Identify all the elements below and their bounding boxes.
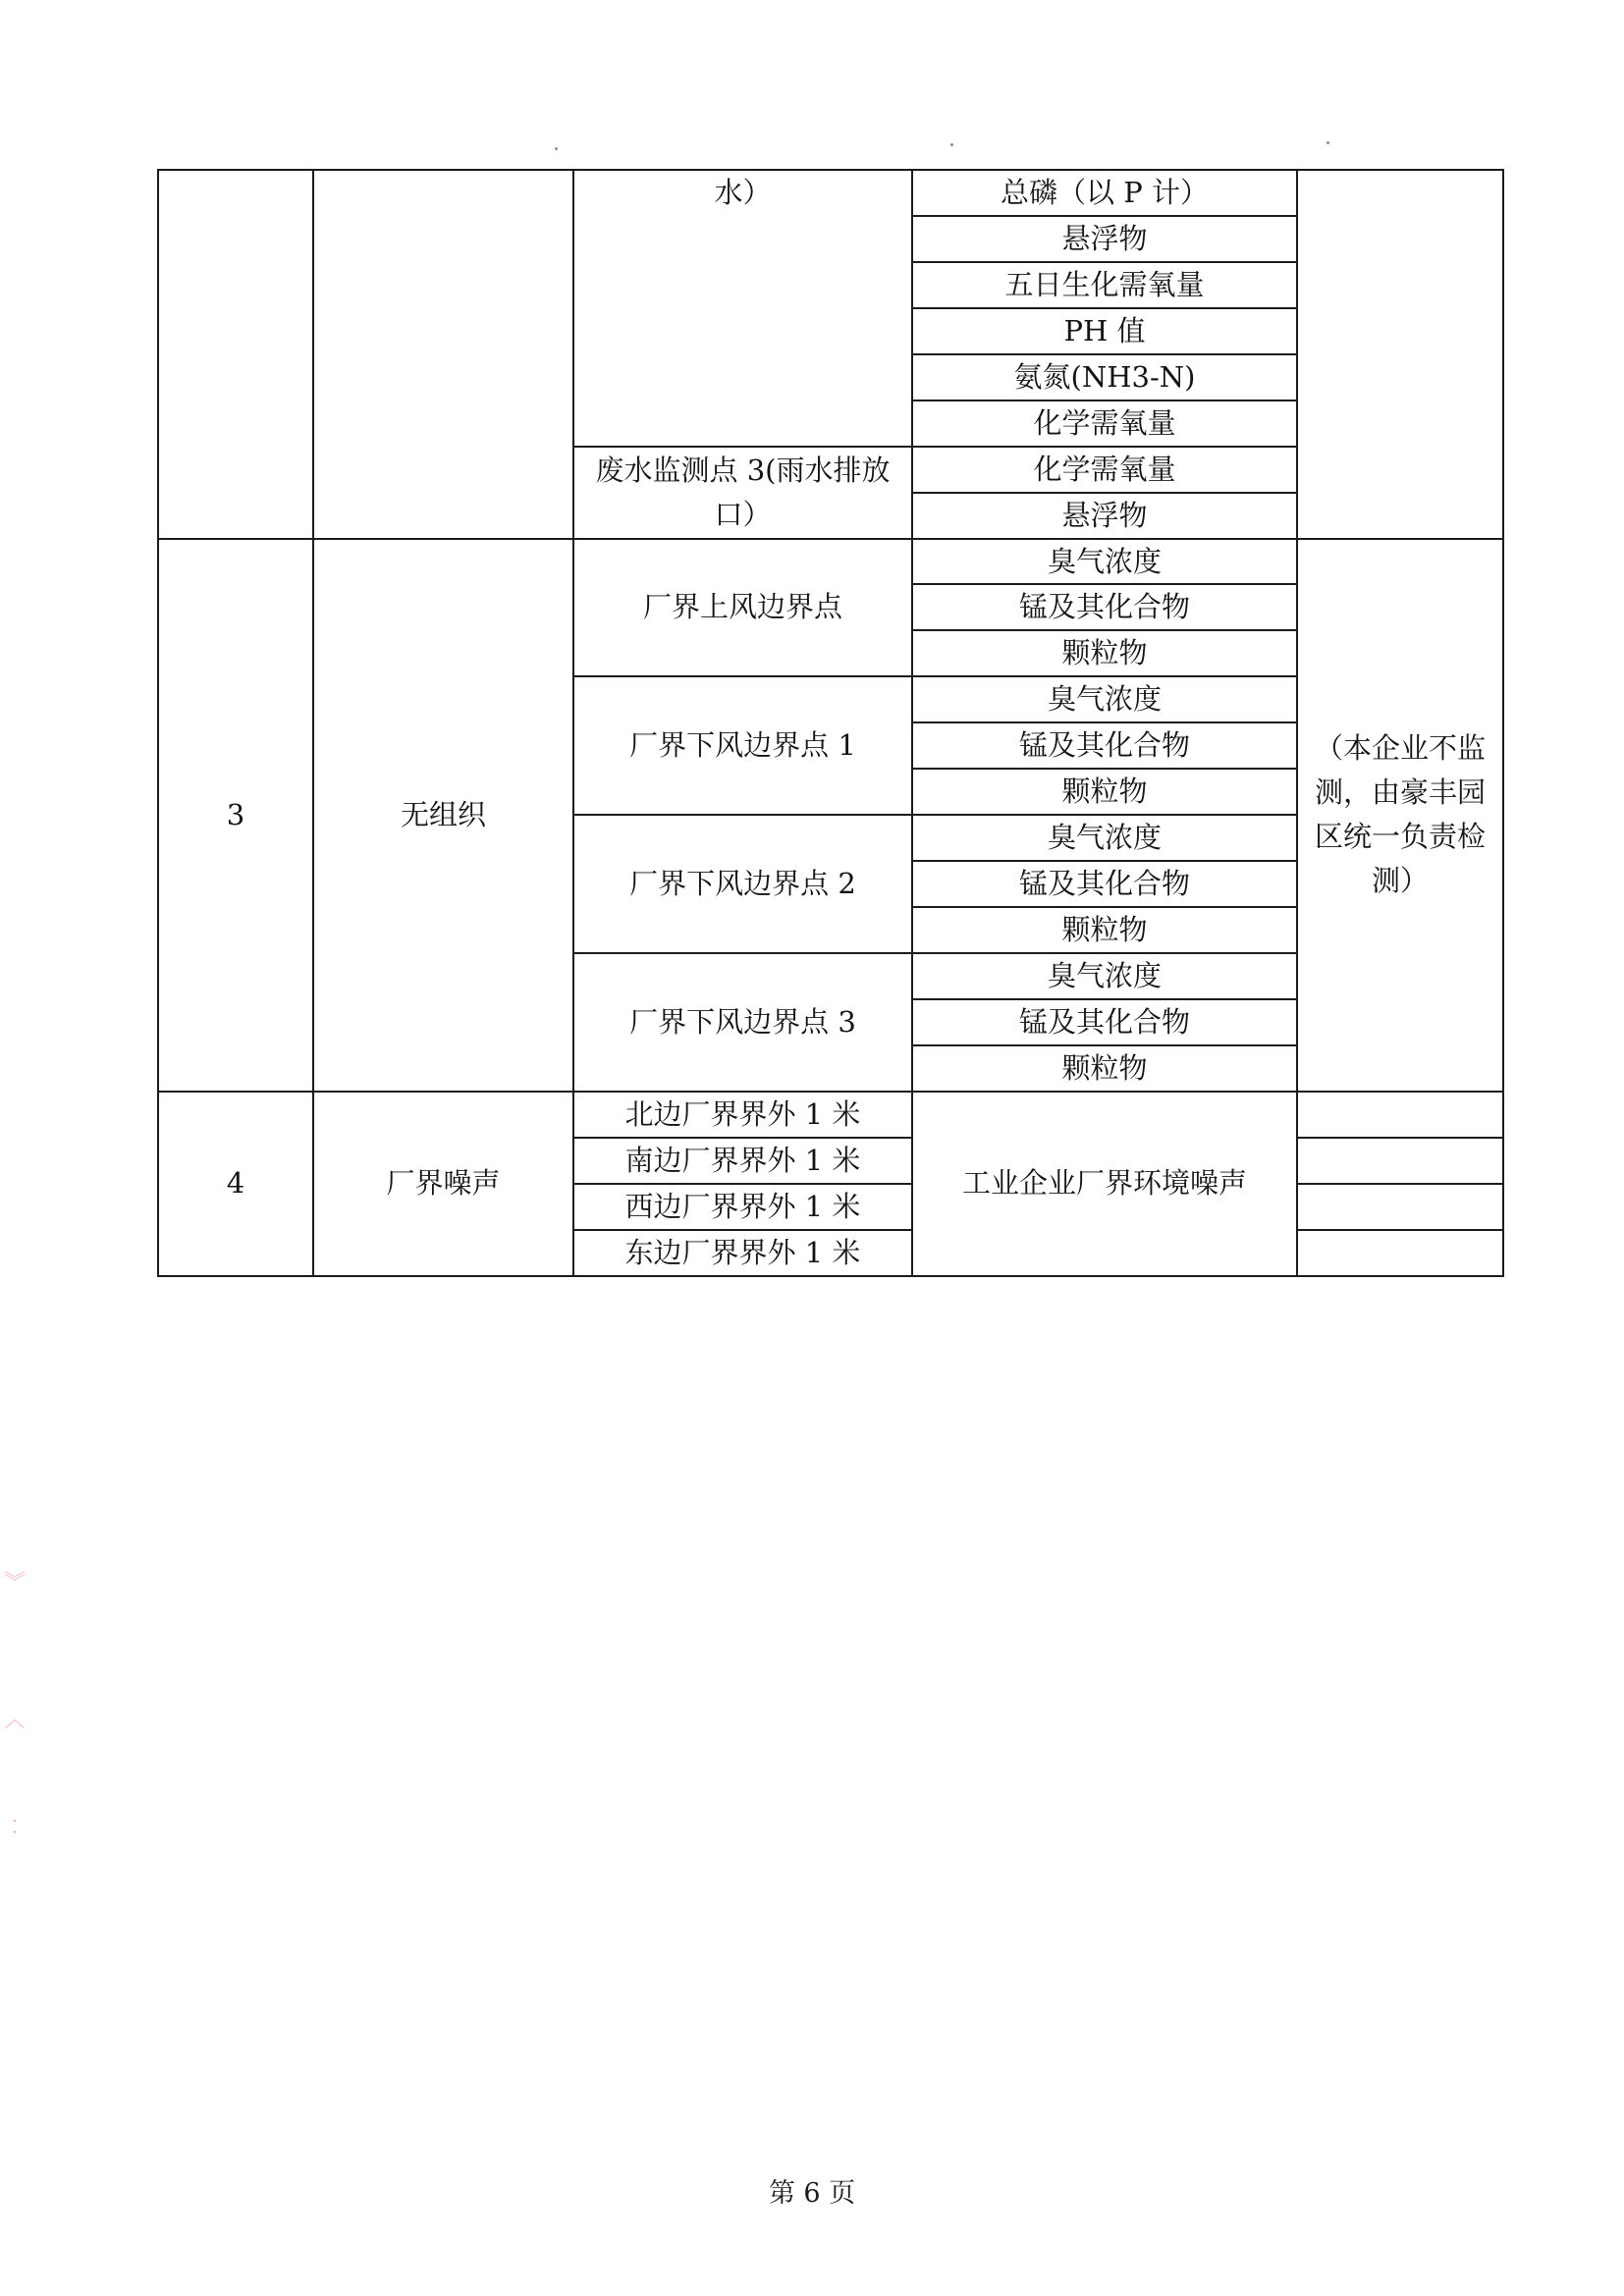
monitoring-item-cell: 工业企业厂界环境噪声 xyxy=(912,1092,1297,1276)
scan-speck xyxy=(1326,141,1329,144)
table-row xyxy=(158,539,1503,585)
monitoring-point-cell: 水） xyxy=(573,170,912,447)
monitoring-item-cell: 化学需氧量 xyxy=(912,447,1297,493)
monitoring-item-cell: 颗粒物 xyxy=(912,630,1297,676)
monitoring-point-cell: 废水监测点 3(雨水排放口） xyxy=(573,447,912,539)
stamp-bleed-mark: ︰ xyxy=(4,1816,27,1841)
monitoring-item-cell: 锰及其化合物 xyxy=(912,861,1297,907)
monitoring-item-cell: 五日生化需氧量 xyxy=(912,262,1297,308)
monitoring-item-cell: 锰及其化合物 xyxy=(912,999,1297,1045)
note-cell xyxy=(1297,1138,1503,1184)
monitoring-item-cell: 臭气浓度 xyxy=(912,539,1297,585)
monitoring-item-cell: 臭气浓度 xyxy=(912,953,1297,999)
note-cell xyxy=(1297,170,1503,539)
monitoring-item-cell: 化学需氧量 xyxy=(912,400,1297,447)
note-cell xyxy=(1297,1230,1503,1276)
seq-cell xyxy=(158,170,313,539)
monitoring-point-cell: 厂界下风边界点 1 xyxy=(573,676,912,815)
monitoring-point-cell: 北边厂界界外 1 米 xyxy=(573,1092,912,1138)
category-cell: 无组织 xyxy=(313,539,573,1092)
monitoring-table xyxy=(157,169,1504,1277)
monitoring-item-cell: 颗粒物 xyxy=(912,769,1297,815)
stamp-bleed-mark: ︾ xyxy=(4,1571,27,1595)
stamp-bleed-mark: ︿ xyxy=(4,1708,27,1733)
monitoring-item-cell: 臭气浓度 xyxy=(912,676,1297,722)
table-row xyxy=(158,1092,1503,1138)
seq-cell: 3 xyxy=(158,539,313,1092)
note-cell xyxy=(1297,1092,1503,1138)
note-cell: （本企业不监测，由豪丰园区统一负责检测） xyxy=(1297,539,1503,1092)
monitoring-item-cell: 氨氮(NH3-N) xyxy=(912,354,1297,400)
table-row xyxy=(158,170,1503,216)
category-cell: 厂界噪声 xyxy=(313,1092,573,1276)
page-number: 第 6 页 xyxy=(768,2178,856,2209)
monitoring-item-cell: 颗粒物 xyxy=(912,1045,1297,1092)
scan-speck xyxy=(950,143,953,146)
monitoring-item-cell: 颗粒物 xyxy=(912,907,1297,953)
monitoring-point-cell: 东边厂界界外 1 米 xyxy=(573,1230,912,1276)
monitoring-item-cell: 锰及其化合物 xyxy=(912,584,1297,630)
category-cell xyxy=(313,170,573,539)
monitoring-point-cell: 厂界上风边界点 xyxy=(573,539,912,677)
monitoring-item-cell: 悬浮物 xyxy=(912,216,1297,262)
monitoring-item-cell: 锰及其化合物 xyxy=(912,722,1297,769)
monitoring-point-cell: 西边厂界界外 1 米 xyxy=(573,1184,912,1230)
monitoring-point-cell: 厂界下风边界点 3 xyxy=(573,953,912,1092)
monitoring-item-cell: 总磷（以 P 计） xyxy=(912,170,1297,216)
monitoring-item-cell: 悬浮物 xyxy=(912,493,1297,539)
seq-cell: 4 xyxy=(158,1092,313,1276)
monitoring-point-cell: 南边厂界界外 1 米 xyxy=(573,1138,912,1184)
scan-speck xyxy=(555,147,558,150)
monitoring-item-cell: PH 值 xyxy=(912,308,1297,354)
monitoring-point-cell: 厂界下风边界点 2 xyxy=(573,815,912,953)
monitoring-item-cell: 臭气浓度 xyxy=(912,815,1297,861)
note-cell xyxy=(1297,1184,1503,1230)
